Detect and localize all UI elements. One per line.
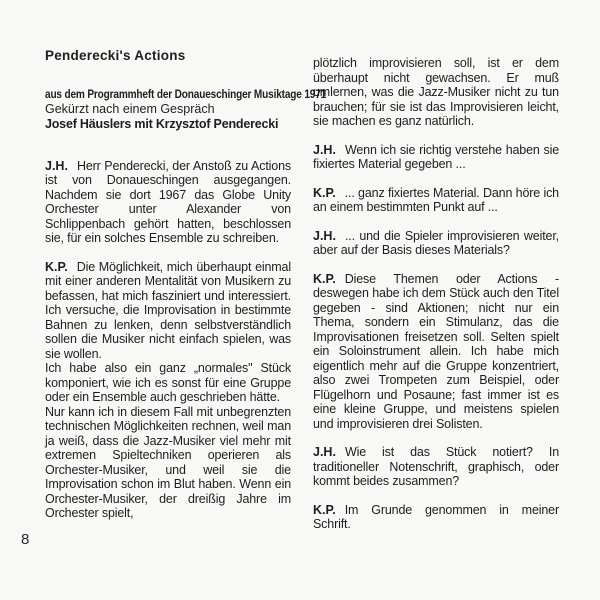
paragraph-text: Nur kann ich in diesem Fall mit unbegrenzten technischen Möglichkeiten rechnen, weil man ja weiß, dass die Jazz-Musiker viel mehr mit extremen Spieltechniken operieren als Orchester-Musiker, und weil sie die Improvisation schon im Blut haben. Wenn ein Orchester-Musiker, der dreißig Jahre im Orchester spielt,	[45, 404, 291, 520]
page-number: 8	[21, 531, 30, 548]
speaker-label: J.H.	[313, 228, 336, 243]
speaker-label: J.H.	[313, 445, 336, 459]
paragraph	[45, 361, 291, 405]
paragraph	[45, 159, 291, 246]
paragraph	[45, 260, 291, 362]
paragraph-text: ... und die Spieler improvisieren weiter, aber auf der Basis dieses Materials?	[313, 228, 559, 257]
speaker-label: K.P.	[313, 502, 336, 517]
paragraph	[313, 229, 559, 258]
right-column	[313, 56, 559, 532]
paragraph	[45, 405, 291, 521]
paragraph-text: Ich habe also ein ganz „normales" Stück komponiert, wie ich es sonst für eine Gruppe oder ein Ensemble auch geschrieben hätte.	[45, 361, 291, 404]
source-line: aus dem Programmheft der Donaueschinger Musiktage 1971	[45, 86, 327, 101]
paragraph	[313, 445, 559, 489]
paragraph	[313, 56, 559, 129]
paragraph	[313, 143, 559, 172]
subtitle-line-1: Gekürzt nach einem Gespräch	[45, 101, 215, 116]
speaker-label: J.H.	[313, 142, 336, 157]
paragraph-text: ... ganz fixiertes Material. Dann höre ich an einem bestimmten Punkt auf ...	[313, 185, 559, 214]
paragraph	[313, 186, 559, 215]
paragraph-text: Wie ist das Stück notiert? In traditioneller Notenschrift, graphisch, oder kommt beides zusammen?	[313, 445, 559, 488]
paragraph-text: Herr Penderecki, der Anstoß zu Actions ist von Donaueschingen ausgegangen. Nachdem sie dort 1967 das Globe Unity Orchester unter Alexander von Schlippenbach gehört hatten, beschlossen sie, für ein solches Ensemble zu schreiben.	[45, 158, 291, 245]
paragraph-text: Im Grunde genommen in meiner Schrift.	[313, 502, 559, 531]
page-title: Penderecki's Actions	[45, 48, 186, 63]
speaker-label: K.P.	[313, 271, 336, 286]
paragraph	[313, 272, 559, 432]
paragraph-text: Wenn ich sie richtig verstehe haben sie fixiertes Material gegeben ...	[313, 142, 559, 171]
paragraph-text: Diese Themen oder Actions - deswegen habe ich dem Stück auch den Titel gegeben - sind Aktionen; nicht nur ein Thema, sondern ein Stimulanz, das die Improvisationen freisetzen soll. Selten spielt ein Soloinstrument allein. Ich habe mich eigentlich mehr auf die Gruppe konzentriert, also zwei Trompeten zum Beispiel, oder Flügelhorn und Posaune; fast immer ist es eine kleine Gruppe, und meistens spielen und improvisieren drei Solisten.	[313, 271, 559, 431]
source-block	[45, 86, 327, 132]
paragraph	[313, 503, 559, 532]
subtitle-line-2: Josef Häuslers mit Krzysztof Penderecki	[45, 116, 279, 131]
speaker-label: K.P.	[313, 185, 336, 200]
speaker-label: K.P.	[45, 259, 68, 274]
paragraph-text: Die Möglichkeit, mich überhaupt einmal mit einer anderen Mentalität von Musikern zu befassen, hat mich fasziniert und interessiert. Ich versuche, die Improvisation in bestimmte Bahnen zu lenken, denn selbstverständlich sollen die Musiker nicht einfach spielen, was sie wollen.	[45, 259, 291, 361]
speaker-label: J.H.	[45, 158, 68, 173]
left-column	[45, 48, 327, 521]
paragraph-text: plötzlich improvisieren soll, ist er dem überhaupt nicht gewachsen. Er muß umlernen, was die Jazz-Musiker nicht zu tun brauchen; für sie ist das Improvisieren leicht, sie machen es ganz natürlich.	[313, 56, 559, 128]
